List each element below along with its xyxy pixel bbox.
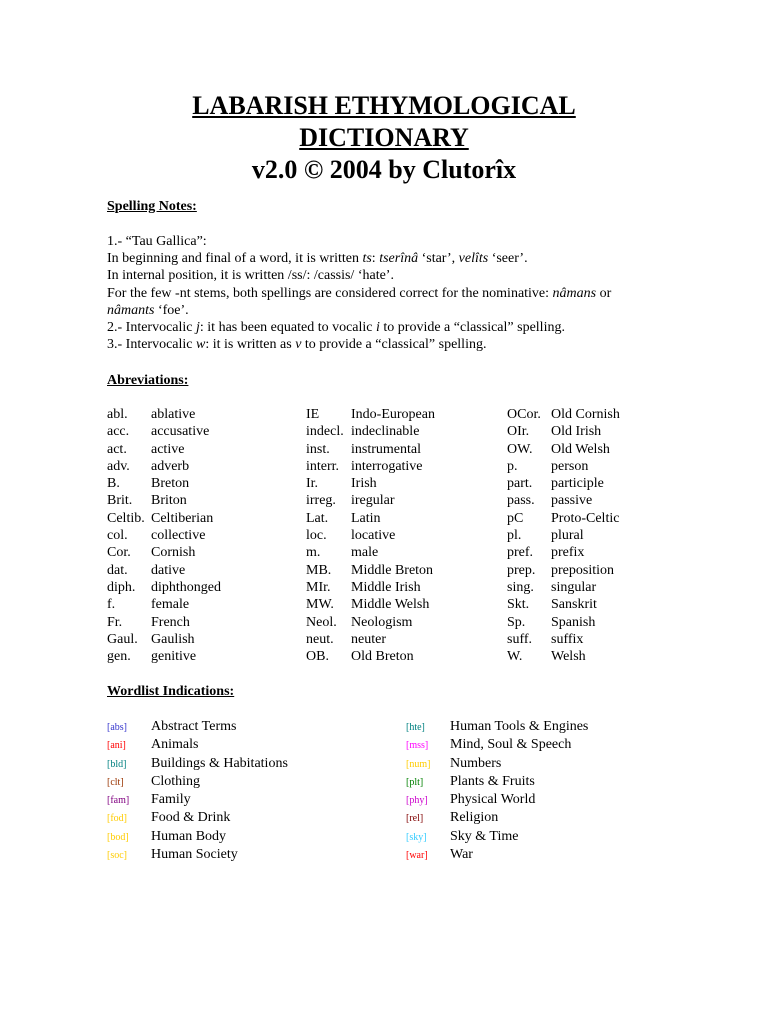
- abbreviation-key: inst.: [306, 441, 330, 457]
- wordlist-row: [107, 828, 288, 846]
- abbreviation-meaning: Middle Welsh: [351, 597, 430, 613]
- abbreviation-row: [107, 406, 221, 423]
- abbreviation-row: [107, 441, 221, 458]
- abbreviation-row: [507, 562, 620, 579]
- abbreviation-row: [107, 614, 221, 631]
- wordlist-tag: [clt]: [107, 776, 124, 788]
- wordlist-tag: [hte]: [406, 722, 425, 733]
- abbreviation-key: suff.: [507, 631, 533, 647]
- abbreviation-meaning: Old Cornish: [551, 407, 620, 422]
- abbreviation-meaning: Celtiberian: [151, 510, 214, 526]
- abbreviation-meaning: Middle Breton: [351, 562, 434, 578]
- abbreviation-row: [107, 492, 221, 509]
- abbreviations-column-1: [107, 406, 221, 665]
- wordlist-row: [107, 718, 288, 736]
- abbreviation-key: pref.: [507, 545, 534, 561]
- abbreviation-meaning: accusative: [151, 424, 210, 440]
- wordlist-row: [406, 791, 588, 809]
- abbreviation-meaning: Welsh: [551, 649, 586, 665]
- abbreviation-meaning: participle: [551, 476, 604, 492]
- abbreviation-meaning: singular: [551, 579, 597, 595]
- wordlist-category: Clothing: [151, 773, 201, 789]
- abbreviation-key: f.: [107, 597, 116, 613]
- abbreviation-key: m.: [306, 545, 321, 561]
- abbreviation-key: Skt.: [507, 597, 530, 613]
- abbreviation-row: [507, 544, 620, 561]
- abbreviation-row: [507, 475, 620, 492]
- wordlist-category: Human Tools & Engines: [450, 719, 589, 734]
- abbreviation-meaning: Gaulish: [151, 631, 195, 647]
- abbreviation-key: irreg.: [306, 493, 336, 509]
- abbreviation-meaning: suffix: [551, 631, 584, 647]
- abbreviation-key: act.: [107, 441, 127, 457]
- abbreviation-meaning: Middle Irish: [351, 579, 421, 595]
- abbreviation-meaning: Spanish: [551, 614, 596, 630]
- spelling-notes-heading: Spelling Notes:: [107, 199, 197, 214]
- wordlist-tag: [bod]: [107, 831, 129, 843]
- abbreviation-key: Gaul.: [107, 631, 138, 647]
- abbreviation-meaning: Sanskrit: [551, 597, 597, 613]
- note-line: For the few -nt stems, both spellings are considered correct for the nominative: nâmans or: [107, 285, 612, 301]
- abbreviation-row: [306, 544, 435, 561]
- abbreviation-row: [306, 406, 435, 423]
- wordlist-category: Buildings & Habitations: [151, 755, 288, 771]
- abbreviation-row: [507, 510, 620, 527]
- abbreviation-meaning: dative: [151, 562, 186, 578]
- abbreviation-row: [507, 631, 620, 648]
- abbreviation-row: [107, 510, 221, 527]
- abbreviation-key: acc.: [107, 424, 130, 440]
- abbreviation-row: [107, 458, 221, 475]
- abbreviation-meaning: indeclinable: [351, 424, 420, 440]
- abbreviation-key: Sp.: [507, 614, 526, 630]
- abbreviation-meaning: female: [151, 597, 190, 613]
- wordlist-row: [107, 736, 288, 754]
- abbreviation-meaning: Old Irish: [551, 424, 602, 440]
- abbreviation-meaning: prefix: [551, 545, 585, 561]
- abbreviation-meaning: passive: [551, 493, 593, 509]
- abbreviations-heading: Abreviations:: [107, 373, 189, 388]
- abbreviation-meaning: instrumental: [351, 441, 421, 457]
- wordlist-category: Plants & Fruits: [450, 773, 535, 789]
- abbreviation-key: W.: [507, 649, 523, 665]
- abbreviation-key: MW.: [306, 597, 334, 613]
- doc-subtitle: v2.0 © 2004 by Clutorîx: [251, 155, 517, 184]
- abbreviation-meaning: genitive: [151, 649, 197, 665]
- wordlist-tag: [sky]: [406, 831, 427, 843]
- wordlist-tag: [rel]: [406, 813, 424, 825]
- abbreviation-key: gen.: [107, 649, 131, 665]
- wordlist-category: Sky & Time: [450, 828, 519, 844]
- abbreviation-row: [306, 562, 435, 579]
- wordlist-row: [406, 846, 588, 864]
- abbreviation-meaning: collective: [151, 528, 206, 544]
- wordlist-category: Family: [151, 792, 191, 808]
- abbreviation-key: indecl.: [306, 424, 344, 440]
- abbreviation-key: OW.: [507, 441, 533, 457]
- wordlist-column-2: [406, 718, 588, 864]
- doc-title-line2: [0, 122, 768, 154]
- wordlist-row: [406, 755, 588, 773]
- wordlist-row: [107, 755, 288, 773]
- wordlist-tag: [mss]: [406, 740, 429, 752]
- wordlist-tag: [num]: [406, 758, 431, 770]
- abbreviation-meaning: Cornish: [151, 545, 196, 561]
- note-line: In internal position, it is written /ss/: /cassis/ ‘hate’.: [107, 268, 394, 284]
- abbreviation-meaning: Briton: [151, 493, 187, 509]
- wordlist-row: [406, 718, 588, 736]
- abbreviation-meaning: French: [151, 614, 190, 630]
- abbreviation-row: [507, 596, 620, 613]
- abbreviation-meaning: Breton: [151, 476, 190, 492]
- wordlist-tag: [fod]: [107, 813, 127, 825]
- abbreviation-meaning: Indo-European: [351, 407, 435, 422]
- wordlist-category: Animals: [151, 737, 199, 753]
- wordlist-heading: Wordlist Indications:: [107, 684, 235, 699]
- doc-title-line1: [0, 90, 768, 122]
- abbreviation-key: part.: [507, 476, 533, 492]
- abbreviation-row: [306, 475, 435, 492]
- abbreviation-meaning: preposition: [551, 562, 614, 578]
- abbreviation-key: MIr.: [306, 579, 331, 595]
- note-line: 2.- Intervocalic j: it has been equated to vocalic i to provide a “classical” spelling.: [107, 320, 565, 336]
- abbreviation-row: [306, 648, 435, 665]
- wordlist-row: [107, 846, 288, 864]
- abbreviation-meaning: iregular: [351, 493, 395, 509]
- wordlist-category: Human Society: [151, 847, 238, 863]
- wordlist-column-1: [107, 718, 288, 864]
- abbreviation-row: [107, 631, 221, 648]
- abbreviation-key: Fr.: [107, 614, 123, 630]
- wordlist-row: [107, 773, 288, 791]
- abbreviations-column-2: [306, 406, 435, 665]
- wordlist-row: [406, 773, 588, 791]
- abbreviation-row: [306, 579, 435, 596]
- wordlist-row: [406, 809, 588, 827]
- wordlist-row: [406, 828, 588, 846]
- wordlist-category: Religion: [450, 810, 499, 826]
- abbreviation-row: [306, 458, 435, 475]
- note-line: 1.- “Tau Gallica”:: [107, 234, 207, 249]
- abbreviation-key: diph.: [107, 579, 136, 595]
- abbreviation-row: [306, 423, 435, 440]
- abbreviation-meaning: Proto-Celtic: [551, 510, 620, 526]
- abbreviation-key: prep.: [507, 562, 536, 578]
- wordlist-row: [107, 809, 288, 827]
- abbreviation-row: [107, 544, 221, 561]
- abbreviation-key: loc.: [306, 528, 327, 544]
- wordlist-row: [406, 736, 588, 754]
- abbreviation-key: IE: [306, 407, 320, 422]
- wordlist-category: Abstract Terms: [151, 719, 237, 734]
- abbreviation-key: p.: [507, 458, 518, 474]
- abbreviation-key: pC: [507, 510, 524, 526]
- abbreviation-row: [107, 475, 221, 492]
- abbreviation-key: abl.: [107, 407, 128, 422]
- wordlist-category: Food & Drink: [151, 810, 231, 826]
- wordlist-category: Mind, Soul & Speech: [450, 737, 572, 753]
- wordlist-tag: [soc]: [107, 850, 127, 862]
- wordlist-category: War: [450, 847, 473, 863]
- abbreviation-meaning: interrogative: [351, 458, 423, 474]
- abbreviation-key: Ir.: [306, 476, 319, 492]
- abbreviation-row: [507, 579, 620, 596]
- abbreviation-row: [306, 492, 435, 509]
- abbreviation-key: OIr.: [507, 424, 530, 440]
- abbreviation-key: Neol.: [306, 614, 337, 630]
- title-text-2: DICTIONARY: [299, 123, 469, 152]
- wordlist-tag: [phy]: [406, 795, 428, 807]
- note-line: 3.- Intervocalic w: it is written as v to provide a “classical” spelling.: [107, 337, 487, 353]
- abbreviation-row: [507, 614, 620, 631]
- note-line: In beginning and final of a word, it is written ts: tserînâ ‘star’, velîts ‘seer’.: [107, 251, 528, 267]
- abbreviation-row: [107, 423, 221, 440]
- abbreviation-row: [507, 423, 620, 440]
- note-line: nâmants ‘foe’.: [107, 302, 189, 318]
- title-text-1: LABARISH ETHYMOLOGICAL: [192, 91, 576, 120]
- abbreviations-column-3: [507, 406, 620, 665]
- wordlist-tag: [abs]: [107, 722, 127, 733]
- wordlist-tag: [fam]: [107, 795, 130, 807]
- wordlist-tag: [plt]: [406, 776, 424, 788]
- abbreviation-meaning: Old Welsh: [551, 441, 610, 457]
- abbreviation-key: B.: [107, 476, 120, 492]
- wordlist-tag: [ani]: [107, 740, 126, 752]
- wordlist-category: Physical World: [450, 792, 536, 808]
- abbreviation-meaning: ablative: [151, 407, 196, 422]
- wordlist-category: Numbers: [450, 755, 502, 771]
- abbreviation-row: [306, 527, 435, 544]
- wordlist-row: [107, 791, 288, 809]
- abbreviation-key: pass.: [507, 493, 535, 509]
- abbreviation-row: [507, 458, 620, 475]
- abbreviation-meaning: Neologism: [351, 614, 413, 630]
- abbreviation-row: [107, 579, 221, 596]
- abbreviation-key: neut.: [306, 631, 334, 647]
- abbreviation-row: [107, 596, 221, 613]
- abbreviation-row: [306, 596, 435, 613]
- abbreviation-key: Cor.: [107, 545, 131, 561]
- abbreviation-row: [507, 527, 620, 544]
- abbreviation-row: [507, 648, 620, 665]
- abbreviation-key: Lat.: [306, 510, 329, 526]
- abbreviation-meaning: Irish: [351, 476, 377, 492]
- abbreviation-meaning: plural: [551, 528, 584, 544]
- spelling-notes: [107, 233, 667, 353]
- abbreviation-row: [306, 631, 435, 648]
- abbreviation-row: [107, 527, 221, 544]
- abbreviation-row: [507, 441, 620, 458]
- abbreviation-row: [306, 614, 435, 631]
- abbreviation-key: col.: [107, 528, 128, 544]
- wordlist-tag: [war]: [406, 850, 428, 862]
- abbreviation-meaning: person: [551, 458, 589, 474]
- abbreviation-row: [507, 492, 620, 509]
- abbreviation-meaning: active: [151, 441, 185, 457]
- abbreviation-key: interr.: [306, 458, 340, 474]
- abbreviation-meaning: male: [351, 545, 379, 561]
- abbreviation-row: [306, 441, 435, 458]
- abbreviation-row: [107, 648, 221, 665]
- abbreviation-key: Brit.: [107, 493, 133, 509]
- abbreviation-meaning: adverb: [151, 458, 190, 474]
- wordlist-tag: [bld]: [107, 758, 127, 770]
- abbreviation-meaning: Latin: [351, 510, 381, 526]
- abbreviation-key: Celtib.: [107, 510, 145, 526]
- abbreviation-row: [107, 562, 221, 579]
- abbreviation-meaning: Old Breton: [351, 649, 414, 665]
- abbreviation-key: OCor.: [507, 407, 541, 422]
- abbreviation-meaning: locative: [351, 528, 396, 544]
- abbreviation-row: [306, 510, 435, 527]
- abbreviation-meaning: diphthonged: [151, 579, 221, 595]
- abbreviation-key: dat.: [107, 562, 128, 578]
- abbreviation-key: MB.: [306, 562, 332, 578]
- abbreviation-key: sing.: [507, 579, 534, 595]
- abbreviation-row: [507, 406, 620, 423]
- abbreviation-meaning: neuter: [351, 631, 386, 647]
- abbreviation-key: pl.: [507, 528, 522, 544]
- abbreviation-key: adv.: [107, 458, 130, 474]
- wordlist-category: Human Body: [151, 828, 227, 844]
- abbreviation-key: OB.: [306, 649, 329, 665]
